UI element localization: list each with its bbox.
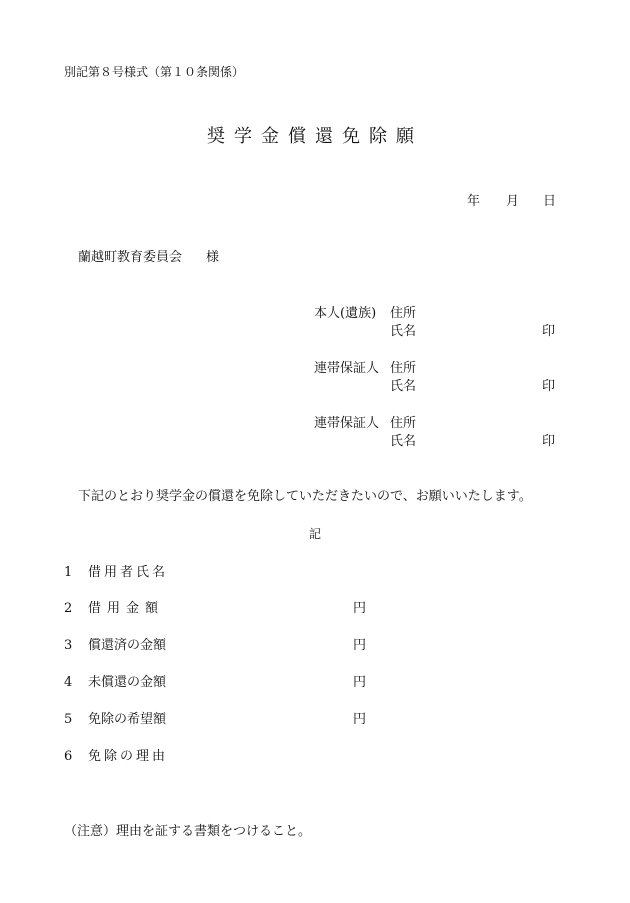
- item-label: 未償還の金額: [88, 675, 167, 690]
- yen-unit: 円: [353, 712, 367, 727]
- item-label: 借用者氏名: [88, 565, 169, 580]
- ki-heading: 記: [308, 527, 321, 541]
- note-text: （注意）理由を証する書類をつけること。: [64, 824, 312, 839]
- party-role-guarantor-2: 連帯保証人: [314, 416, 380, 431]
- document-title: 奨学金償還免除願: [207, 126, 423, 147]
- form-number: 別記第８号様式（第１０条関係）: [64, 65, 245, 79]
- item-number: 3: [64, 638, 73, 653]
- item-label: 免除の理由: [88, 749, 169, 764]
- yen-unit: 円: [353, 601, 367, 616]
- item-label: 免除の希望額: [88, 712, 167, 727]
- party-name-label: 氏名: [390, 434, 417, 449]
- seal-mark: 印: [542, 324, 556, 339]
- party-address-label: 住所: [390, 416, 417, 431]
- item-number: 5: [64, 712, 73, 727]
- addressee-name: 蘭越町教育委員会: [78, 250, 183, 265]
- seal-mark: 印: [542, 379, 556, 394]
- party-role-guarantor-1: 連帯保証人: [314, 361, 380, 376]
- date-year-label: 年: [467, 194, 481, 209]
- seal-mark: 印: [542, 434, 556, 449]
- party-name-label: 氏名: [390, 324, 417, 339]
- date-day-label: 日: [543, 194, 557, 209]
- item-loan-amount: [64, 602, 164, 615]
- date-month-label: 月: [506, 194, 520, 209]
- item-label: 償還済の金額: [88, 638, 167, 653]
- party-address-label: 住所: [390, 306, 417, 321]
- item-repaid-amount: [64, 639, 166, 652]
- request-text: 下記のとおり奨学金の償還を免除していただきたいので、お願いいたします。: [78, 489, 532, 504]
- item-number: 2: [64, 601, 73, 616]
- yen-unit: 円: [353, 638, 367, 653]
- addressee: [78, 251, 219, 264]
- yen-unit: 円: [353, 675, 367, 690]
- item-unpaid-amount: [64, 676, 166, 689]
- item-number: 1: [64, 565, 73, 580]
- item-number: 4: [64, 675, 73, 690]
- item-exemption-amount: [64, 713, 166, 726]
- item-number: 6: [64, 749, 73, 764]
- party-role-principal: 本人(遺族): [314, 306, 377, 321]
- item-borrower-name: [64, 566, 168, 579]
- item-exemption-reason: [64, 750, 168, 763]
- addressee-honorific: 様: [206, 250, 220, 265]
- party-address-label: 住所: [390, 361, 417, 376]
- item-label: 借用金額: [88, 601, 165, 616]
- party-name-label: 氏名: [390, 379, 417, 394]
